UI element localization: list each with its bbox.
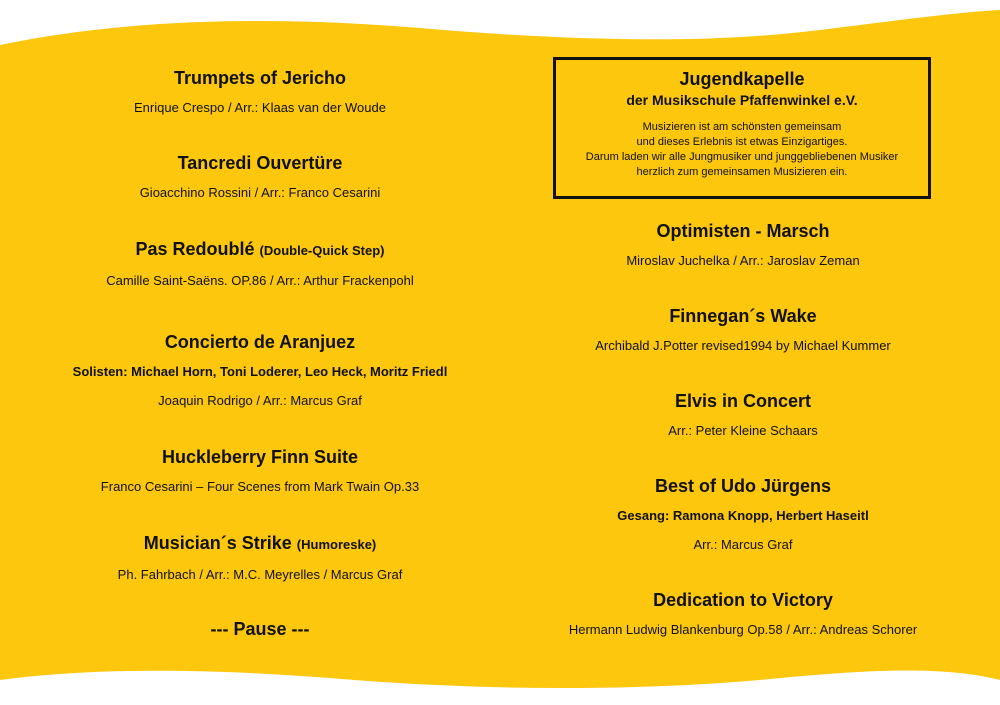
piece-credits: Hermann Ludwig Blankenburg Op.58 / Arr.: Andreas Schorer xyxy=(568,622,918,637)
piece-credits: Arr.: Peter Kleine Schaars xyxy=(668,423,818,438)
piece-credits: Ph. Fahrbach / Arr.: M.C. Meyrelles / Marcus Graf xyxy=(117,567,403,582)
piece-tancredi-ouverture xyxy=(10,152,510,201)
piece-credits: Gioacchino Rossini / Arr.: Franco Cesarini xyxy=(139,185,381,200)
piece-dedication-to-victory xyxy=(493,589,993,638)
piece-title-sub: (Humoreske) xyxy=(296,537,377,552)
piece-title-main: Musician´s Strike xyxy=(143,533,292,553)
piece-pas-redouble xyxy=(10,238,510,289)
info-text-line: Musizieren ist am schönsten gemeinsam xyxy=(642,121,842,133)
info-text-line: Darum laden wir alle Jungmusiker und junggebliebenen Musiker xyxy=(585,151,899,163)
piece-title: Optimisten - Marsch xyxy=(656,221,830,241)
piece-credits: Arr.: Marcus Graf xyxy=(693,537,793,552)
piece-best-of-udo-juergens xyxy=(493,475,993,553)
program-left-column xyxy=(10,0,510,705)
info-text-line: herzlich zum gemeinsamen Musizieren ein. xyxy=(636,166,848,178)
piece-finnegans-wake xyxy=(493,305,993,354)
piece-optimisten-marsch xyxy=(493,220,993,269)
piece-title-main: Pas Redoublé xyxy=(135,239,255,259)
piece-title: Concierto de Aranjuez xyxy=(164,332,356,352)
piece-title: Best of Udo Jürgens xyxy=(654,476,832,496)
piece-musicians-strike xyxy=(10,532,510,583)
piece-huckleberry-finn-suite xyxy=(10,446,510,495)
piece-credits: Joaquin Rodrigo / Arr.: Marcus Graf xyxy=(158,393,362,408)
piece-concierto-de-aranjuez xyxy=(10,331,510,409)
piece-credits: Archibald J.Potter revised1994 by Michael Kummer xyxy=(595,338,891,353)
info-text-line: und dieses Erlebnis ist etwas Einzigartiges. xyxy=(636,136,848,148)
piece-credits: Miroslav Juchelka / Arr.: Jaroslav Zeman xyxy=(626,253,860,268)
piece-title-sub: (Double-Quick Step) xyxy=(259,243,385,258)
piece-title: Trumpets of Jericho xyxy=(173,68,347,88)
piece-title: Elvis in Concert xyxy=(674,391,812,411)
piece-title xyxy=(10,532,510,556)
piece-credits: Enrique Crespo / Arr.: Klaas van der Woude xyxy=(134,100,386,115)
pause-label: --- Pause --- xyxy=(210,619,310,639)
piece-credits: Franco Cesarini – Four Scenes from Mark Twain Op.33 xyxy=(100,479,420,494)
piece-vocalists: Gesang: Ramona Knopp, Herbert Haseitl xyxy=(617,508,869,523)
piece-title: Huckleberry Finn Suite xyxy=(161,447,359,467)
piece-elvis-in-concert xyxy=(493,390,993,439)
piece-title xyxy=(10,238,510,262)
ensemble-name: Jugendkapelle xyxy=(679,69,805,89)
piece-title: Tancredi Ouvertüre xyxy=(177,153,343,173)
piece-title: Dedication to Victory xyxy=(653,590,833,610)
piece-trumpets-of-jericho xyxy=(10,67,510,116)
program-right-column xyxy=(493,0,993,705)
piece-soloists: Solisten: Michael Horn, Toni Loderer, Leo Heck, Moritz Friedl xyxy=(72,364,448,379)
ensemble-subtitle: der Musikschule Pfaffenwinkel e.V. xyxy=(626,92,858,108)
intermission xyxy=(10,618,510,640)
piece-credits: Camille Saint-Saëns. OP.86 / Arr.: Arthur Frackenpohl xyxy=(106,273,414,288)
piece-title: Finnegan´s Wake xyxy=(669,306,817,326)
